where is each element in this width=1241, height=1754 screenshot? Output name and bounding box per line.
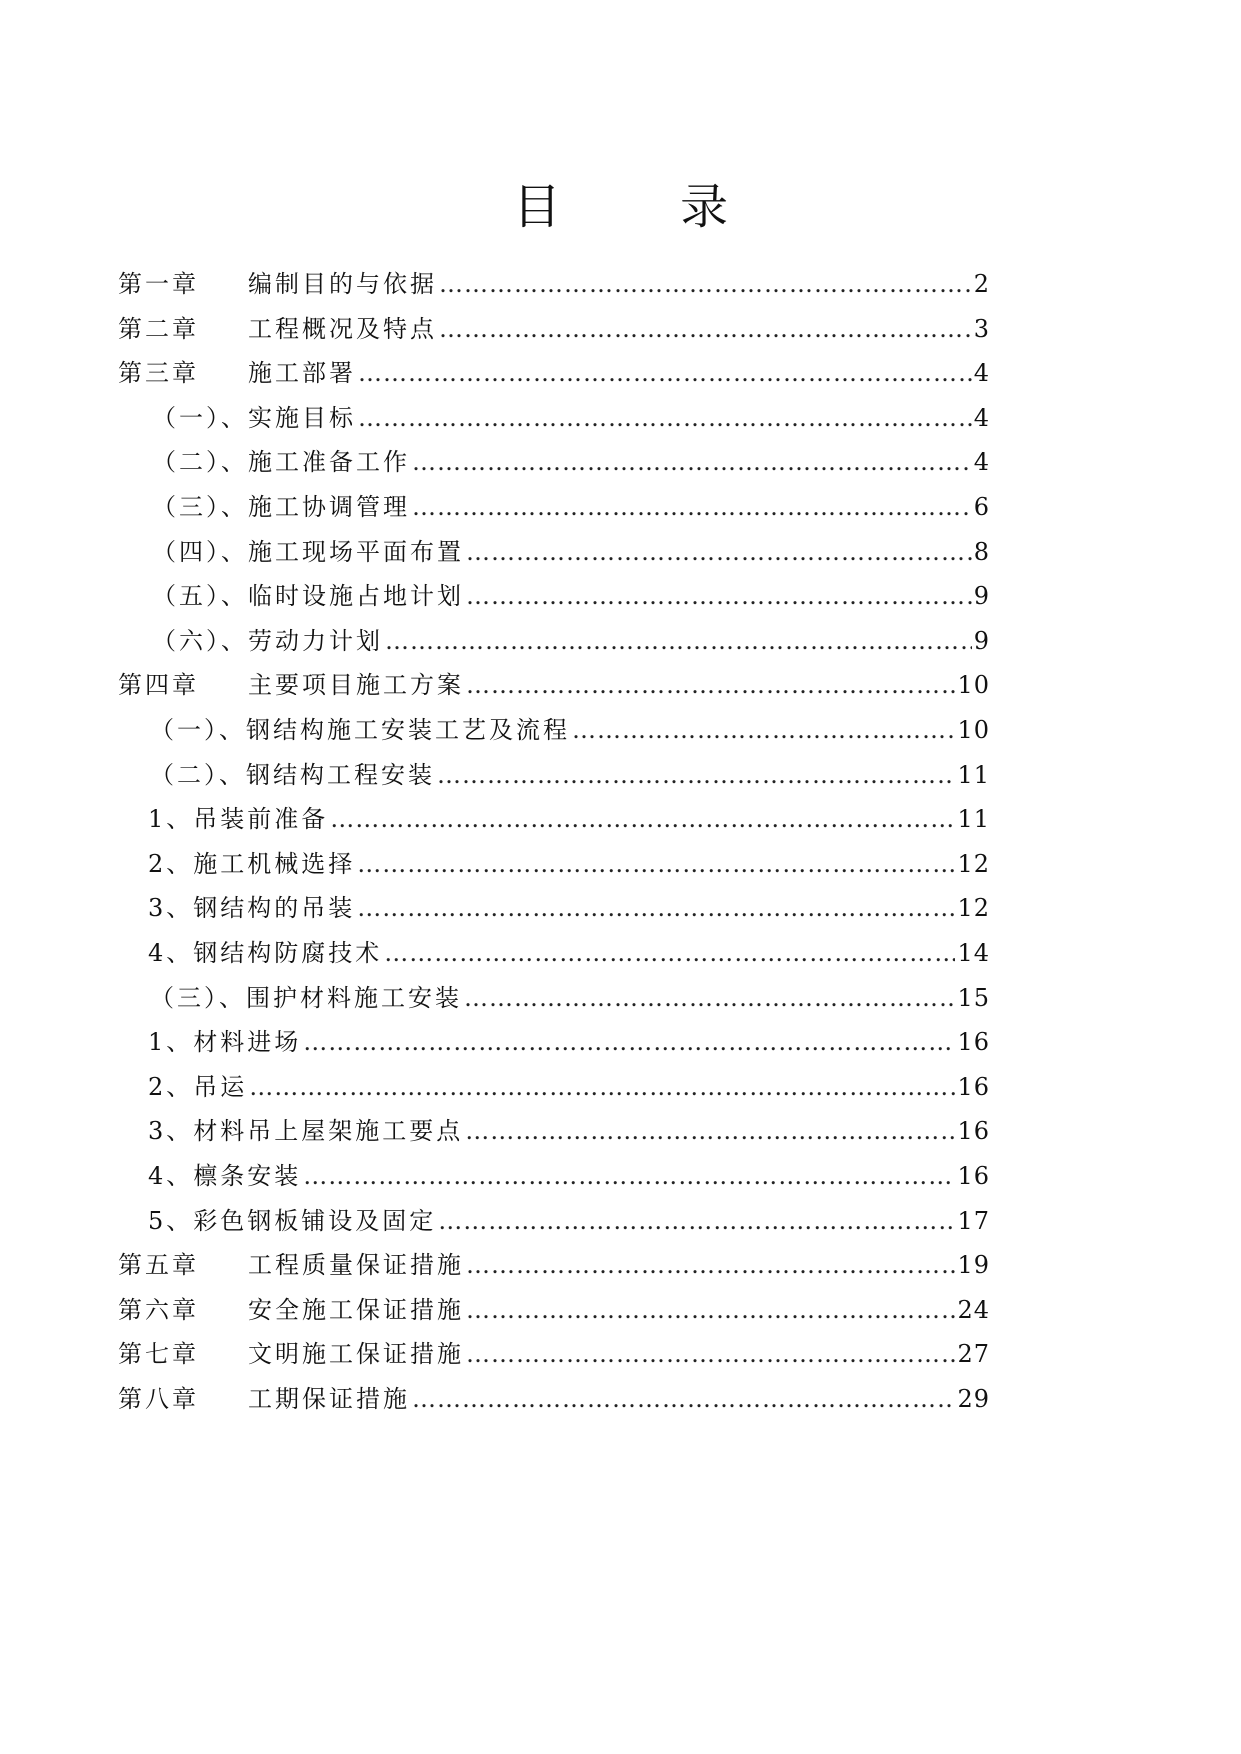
toc-entry-label: 1、材料进场 — [148, 1028, 302, 1057]
toc-leader-dots — [358, 359, 972, 387]
toc-leader-dots — [438, 1207, 955, 1235]
toc-page-number: 24 — [957, 1295, 990, 1324]
toc-page-number: 4 — [973, 403, 990, 432]
toc-entry-label: 3、钢结构的吊装 — [148, 894, 356, 923]
toc-entry-label: 工期保证措施 — [248, 1385, 410, 1413]
toc-leader-dots — [572, 716, 955, 744]
toc-page-number: 16 — [957, 1072, 990, 1101]
toc-entry-label: 安全施工保证措施 — [248, 1295, 464, 1324]
toc-entry[interactable] — [150, 710, 990, 750]
toc-page-number: 2 — [973, 270, 990, 298]
toc-entry-label: （四）、施工现场平面布置 — [152, 537, 464, 566]
page-title: 目 录 — [512, 179, 781, 235]
toc-leader-dots — [466, 1251, 955, 1279]
toc-entry-label: （一）、钢结构施工安装工艺及流程 — [150, 716, 570, 744]
toc-leader-dots — [249, 1073, 955, 1101]
toc-entry[interactable] — [148, 888, 990, 928]
toc-entry[interactable] — [118, 1379, 990, 1419]
toc-leader-dots — [466, 671, 955, 699]
toc-page-number: 6 — [973, 493, 990, 521]
toc-entry[interactable] — [152, 576, 990, 616]
toc-entry[interactable] — [150, 755, 990, 795]
toc-entry-label: 工程质量保证措施 — [248, 1251, 464, 1280]
toc-page-number: 3 — [973, 314, 990, 343]
toc-leader-dots — [412, 448, 972, 476]
toc-leader-dots — [439, 270, 972, 298]
toc-chapter-number: 第二章 — [118, 314, 199, 343]
toc-entry-label: 文明施工保证措施 — [248, 1340, 464, 1369]
toc-page-number: 9 — [973, 626, 990, 655]
toc-leader-dots — [384, 939, 955, 967]
toc-leader-dots — [358, 404, 972, 432]
toc-entry[interactable] — [148, 933, 990, 973]
toc-leader-dots — [466, 582, 972, 610]
toc-entry[interactable] — [152, 487, 990, 527]
toc-page-number: 27 — [957, 1340, 990, 1369]
toc-entry-label: （五）、临时设施占地计划 — [152, 582, 464, 611]
toc-leader-dots — [466, 1296, 955, 1324]
toc-entry[interactable] — [150, 978, 990, 1018]
toc-entry-label: 2、施工机械选择 — [148, 849, 356, 878]
toc-entry-label: 3、材料吊上屋架施工要点 — [148, 1117, 464, 1146]
toc-entry-label: （三）、施工协调管理 — [152, 493, 410, 521]
toc-chapter-number: 第七章 — [118, 1340, 199, 1369]
toc-leader-dots — [466, 538, 972, 566]
toc-chapter-number: 第三章 — [118, 359, 199, 388]
toc-page-number: 12 — [957, 894, 990, 923]
toc-leader-dots — [412, 1385, 955, 1413]
toc-page-number: 8 — [973, 537, 990, 566]
toc-page-number: 12 — [957, 849, 990, 878]
toc-entry[interactable] — [148, 1156, 990, 1196]
toc-entry[interactable] — [118, 264, 990, 304]
toc-entry-label: 施工部署 — [248, 359, 356, 388]
toc-entry[interactable] — [118, 353, 990, 393]
toc-leader-dots — [303, 1162, 955, 1190]
toc-leader-dots — [464, 984, 955, 1012]
toc-page-number: 4 — [973, 359, 990, 388]
toc-entry-label: （六）、劳动力计划 — [152, 626, 383, 655]
toc-page-number: 16 — [957, 1117, 990, 1146]
toc-leader-dots — [465, 1117, 955, 1145]
toc-entry-label: （三）、围护材料施工安装 — [150, 983, 462, 1012]
toc-leader-dots — [357, 850, 955, 878]
toc-entry[interactable] — [148, 1111, 990, 1151]
toc-page-number: 11 — [957, 805, 990, 834]
toc-entry-label: 2、吊运 — [148, 1072, 248, 1101]
toc-page-number: 9 — [973, 582, 990, 611]
toc-entry-label: 主要项目施工方案 — [248, 671, 464, 700]
toc-entry[interactable] — [118, 665, 990, 705]
toc-chapter-number: 第五章 — [118, 1251, 199, 1280]
toc-entry[interactable] — [148, 1201, 990, 1241]
toc-entry[interactable] — [118, 309, 990, 349]
toc-leader-dots — [357, 894, 955, 922]
toc-entry-label: （二）、钢结构工程安装 — [150, 760, 435, 789]
toc-entry-label: 工程概况及特点 — [248, 314, 437, 343]
toc-entry-label: 5、彩色钢板铺设及固定 — [148, 1206, 437, 1235]
toc-entry-label: 编制目的与依据 — [248, 270, 437, 298]
toc-leader-dots — [412, 493, 972, 521]
toc-page-number: 10 — [957, 716, 990, 744]
toc-page-number: 4 — [973, 448, 990, 477]
toc-page-number: 10 — [957, 671, 990, 700]
toc-leader-dots — [466, 1340, 955, 1368]
toc-leader-dots — [437, 761, 955, 789]
toc-entry[interactable] — [118, 1334, 990, 1374]
toc-leader-dots — [439, 315, 972, 343]
toc-page-number: 14 — [957, 939, 990, 967]
toc-chapter-number: 第四章 — [118, 671, 199, 700]
toc-page-number: 16 — [957, 1028, 990, 1057]
toc-chapter-number: 第八章 — [118, 1385, 199, 1413]
toc-entry[interactable] — [148, 1022, 990, 1062]
toc-entry[interactable] — [148, 1067, 990, 1107]
toc-leader-dots — [330, 805, 955, 833]
toc-leader-dots — [385, 627, 972, 655]
toc-entry[interactable] — [152, 442, 990, 482]
toc-entry-label: （一）、实施目标 — [152, 403, 356, 432]
toc-entry-label: 4、钢结构防腐技术 — [148, 939, 383, 967]
toc-page-number: 15 — [957, 983, 990, 1012]
toc-entry[interactable] — [152, 398, 990, 438]
toc-leader-dots — [303, 1028, 955, 1056]
toc-entry-label: （二）、施工准备工作 — [152, 448, 410, 477]
toc-page-number: 19 — [957, 1251, 990, 1280]
toc-entry-label: 1、吊装前准备 — [148, 805, 329, 834]
toc-entry[interactable] — [118, 1245, 990, 1285]
toc-entry[interactable] — [148, 844, 990, 884]
toc-page-number: 16 — [957, 1162, 990, 1190]
toc-page-number: 17 — [957, 1206, 990, 1235]
toc-chapter-number: 第一章 — [118, 270, 199, 298]
toc-entry[interactable] — [148, 799, 990, 839]
toc-entry[interactable] — [152, 532, 990, 572]
toc-entry-label: 4、檩条安装 — [148, 1162, 302, 1190]
toc-chapter-number: 第六章 — [118, 1295, 199, 1324]
toc-page-number: 11 — [957, 760, 990, 789]
toc-page-number: 29 — [957, 1385, 990, 1413]
toc-entry[interactable] — [152, 621, 990, 661]
toc-entry[interactable] — [118, 1290, 990, 1330]
